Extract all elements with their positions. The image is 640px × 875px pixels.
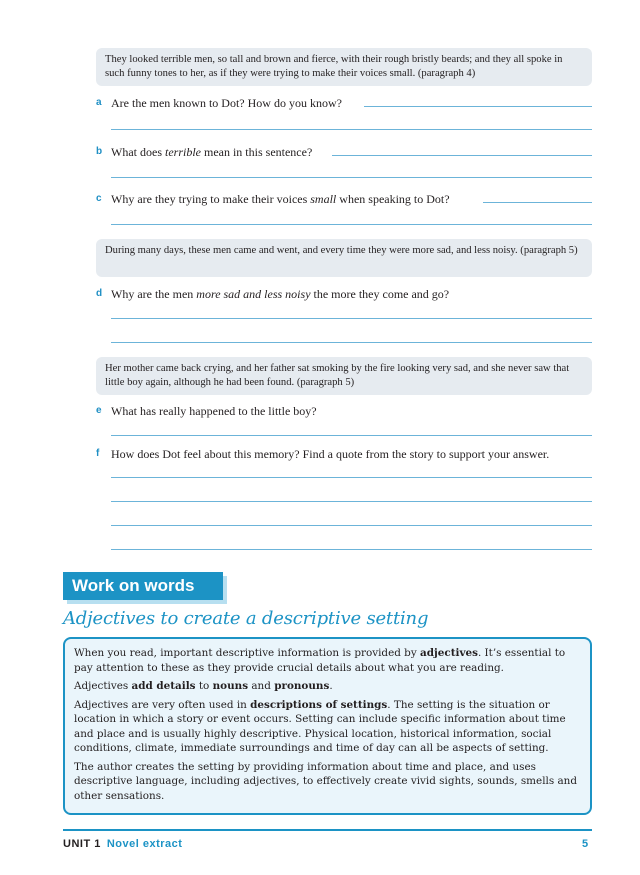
question-letter: e xyxy=(96,405,102,416)
info-paragraph: Adjectives are very often used in descriptions of settings. The setting is the situation or location in which a story or event occurs. Setting can include specific information about time and place and is usually highly descriptive. Physical location, historical information, social conditions, climate, immediate surroundings and time of day can all be aspects of setting. xyxy=(74,698,566,754)
question-letter: a xyxy=(96,97,102,108)
info-box xyxy=(63,637,592,815)
question-d xyxy=(96,288,592,304)
question-text: What has really happened to the little boy? xyxy=(111,404,317,418)
unit-title: Novel extract xyxy=(106,838,183,850)
question-e xyxy=(96,405,592,421)
footer-unit-label xyxy=(63,838,182,850)
quote-box-paragraph-4 xyxy=(96,48,592,86)
question-letter: f xyxy=(96,448,100,459)
answer-line[interactable] xyxy=(111,477,592,478)
quote-text: They looked terrible men, so tall and brown and fierce, with their rough bristly beards; and they all spoke in such funny tones to her, as if they were trying to make their voices small. (paragraph 4) xyxy=(105,54,563,79)
quote-text: Her mother came back crying, and her father sat smoking by the fire looking very sad, and she never saw that little boy again, although he had been found. (paragraph 5) xyxy=(105,363,570,388)
question-b xyxy=(96,146,592,162)
answer-line[interactable] xyxy=(111,318,592,319)
quote-box-paragraph-5 xyxy=(96,239,592,277)
question-emphasis: more sad and less noisy xyxy=(196,287,311,301)
info-paragraph: The author creates the setting by providing information about time and place, and uses descriptive language, including adjectives, to effectively create vivid sights, sounds, smells and other sensations. xyxy=(74,760,578,802)
question-text: What does terrible mean in this sentence? xyxy=(111,145,313,159)
question-text: Why are the men more sad and less noisy the more they come and go? xyxy=(111,287,450,301)
question-text: How does Dot feel about this memory? Find a quote from the story to support your answer. xyxy=(111,447,550,461)
answer-line[interactable] xyxy=(364,106,592,107)
answer-line[interactable] xyxy=(332,155,592,156)
answer-line[interactable] xyxy=(111,224,592,225)
quote-text: During many days, these men came and went, and every time they were more sad, and less noisy. (paragraph 5) xyxy=(105,245,578,256)
info-paragraph: When you read, important descriptive information is provided by adjectives. It’s essential to pay attention to these as they provide crucial details about what you are reading. xyxy=(74,647,566,674)
section-subheading: Adjectives to create a descriptive setting xyxy=(63,608,429,629)
question-letter: c xyxy=(96,193,102,204)
answer-line[interactable] xyxy=(111,177,592,178)
page-number: 5 xyxy=(582,838,589,850)
quote-box-paragraph-5b xyxy=(96,357,592,395)
question-text: Are the men known to Dot? How do you know? xyxy=(111,96,342,110)
answer-line[interactable] xyxy=(483,202,592,203)
question-f xyxy=(96,448,592,464)
info-paragraph: Adjectives add details to nouns and pronouns. xyxy=(74,680,333,692)
answer-line[interactable] xyxy=(111,342,592,343)
answer-line[interactable] xyxy=(111,129,592,130)
question-text: Why are they trying to make their voices small when speaking to Dot? xyxy=(111,192,450,206)
section-banner: Work on words xyxy=(63,572,223,600)
footer-rule xyxy=(63,829,592,831)
answer-line[interactable] xyxy=(111,549,592,550)
question-letter: b xyxy=(96,146,103,157)
question-a xyxy=(96,97,592,113)
question-c xyxy=(96,193,592,209)
answer-line[interactable] xyxy=(111,525,592,526)
unit-number: UNIT 1 xyxy=(63,838,101,850)
answer-line[interactable] xyxy=(111,501,592,502)
answer-line[interactable] xyxy=(111,435,592,436)
question-emphasis: terrible xyxy=(164,145,201,159)
question-emphasis: small xyxy=(310,192,337,206)
question-letter: d xyxy=(96,288,103,299)
